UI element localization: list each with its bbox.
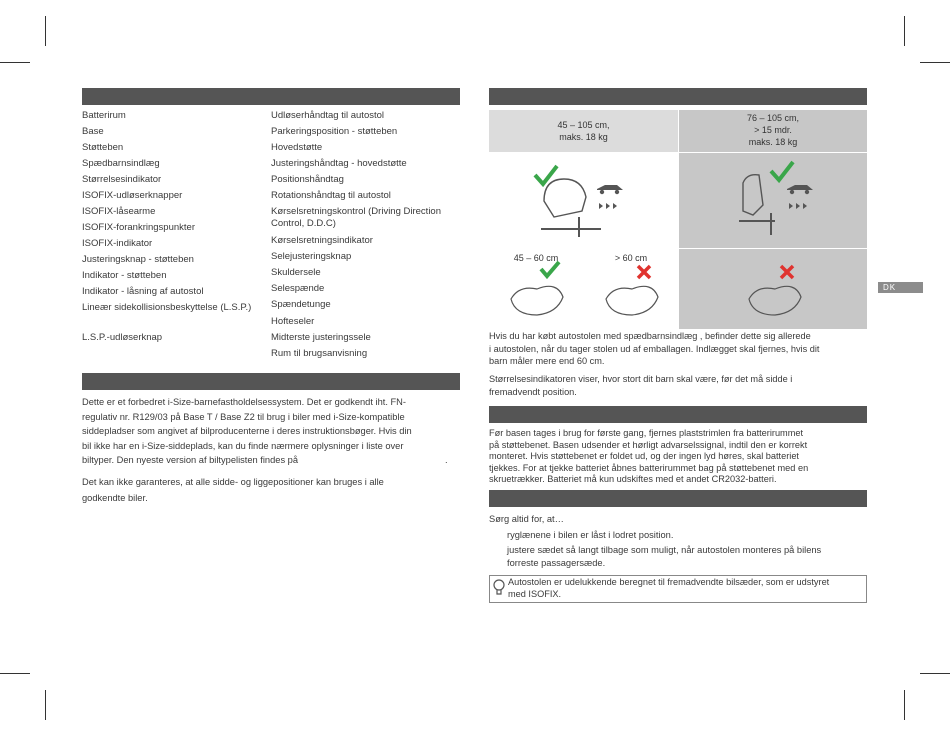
section-bar-battery — [489, 406, 867, 423]
check-icon — [771, 162, 793, 180]
cross-icon — [781, 266, 793, 278]
list-item: Batterirum — [82, 110, 126, 121]
section-bar-vehicle — [489, 490, 867, 507]
text-line: i autostolen, når du tager stolen ud af emballagen. Indlægget skal fjernes, hvis dit — [489, 343, 820, 354]
list-item: Parkeringsposition - støtteben — [271, 126, 398, 137]
list-item: ISOFIX-indikator — [82, 238, 153, 249]
table-header-cell — [679, 110, 867, 152]
tip-box — [489, 575, 867, 603]
text-line: Det kan ikke garanteres, at alle sidde- og liggepositioner kan bruges i alle — [82, 477, 384, 487]
header-line: maks. 18 kg — [559, 132, 608, 142]
approval-paragraph — [82, 395, 460, 468]
list-item: Kørselsretningskontrol (Driving Direction Control, D.D.C) — [271, 206, 441, 229]
text-line: godkendte biler. — [82, 493, 148, 503]
vehicle-bullet — [507, 544, 867, 570]
list-item: Spædbarnsindlæg — [82, 158, 160, 169]
section-bar-parts — [82, 88, 460, 105]
crop-mark — [45, 690, 46, 720]
text-line: fremadvendt position. — [489, 387, 577, 397]
text-span: . — [445, 455, 448, 465]
child-seat-icon — [544, 179, 586, 217]
list-item: Base — [82, 126, 104, 137]
list-item: Indikator - støtteben — [82, 270, 167, 281]
list-item: L.S.P.-udløserknap — [82, 332, 163, 343]
text-line: tjekkes. For at tjekke batteriet åbnes batterirummet bag på støttebenet med en — [489, 462, 809, 473]
crop-mark — [904, 690, 905, 720]
list-item: Størrelsesindikator — [82, 174, 162, 185]
child-seat-icon — [743, 175, 763, 215]
list-item: Rum til brugsanvisning — [271, 348, 368, 359]
list-item: Spændetunge — [271, 299, 331, 310]
insert-illustration — [679, 249, 867, 329]
table-sub-cell — [679, 249, 867, 329]
car-icon — [597, 185, 623, 190]
crop-mark — [45, 16, 46, 46]
infant-insert-paragraph — [489, 330, 869, 368]
text-line: Dette er et forbedret i-Size-barnefastholdelsessystem. Det er godkendt iht. FN- — [82, 397, 406, 407]
header-line: 76 – 105 cm, — [746, 113, 800, 123]
arrow-icon — [599, 203, 617, 209]
text-line: på støttebenet. Basen udsender et hørligt advarselssignal, indtil den er korrekt — [489, 439, 808, 450]
header-line: > 15 mdr. — [754, 125, 792, 135]
table-image-cell — [679, 153, 867, 248]
list-item: Lineær sidekollisionsbeskyttelse (L.S.P.) — [82, 302, 252, 313]
section-bar-usage — [489, 88, 867, 105]
table-image-cell — [489, 153, 678, 248]
crop-mark — [0, 673, 30, 674]
list-item: Hovedstøtte — [271, 142, 323, 153]
list-item: Udløserhåndtag til autostol — [271, 110, 385, 121]
text-line: Før basen tages i brug for første gang, fjernes plaststrimlen fra batterirummet — [489, 428, 804, 438]
tip-text — [508, 577, 864, 600]
list-item: Kørselsretningsindikator — [271, 235, 373, 246]
list-item: Støtteben — [82, 142, 124, 153]
list-item: Rotationshåndtag til autostol — [271, 190, 391, 201]
list-item: Selejusteringsknap — [271, 251, 352, 262]
cross-icon — [638, 266, 650, 278]
text-line — [82, 453, 460, 468]
list-item: Justeringshåndtag - hovedstøtte — [271, 158, 407, 169]
arrow-icon — [789, 203, 807, 209]
list-item: Selespænde — [271, 283, 325, 294]
text-line: siddepladser som angivet af bilproducenterne i deres instruktionsbøger. Hvis din — [82, 426, 412, 436]
approval-note — [82, 474, 460, 506]
list-item: Justeringsknap - støtteben — [82, 254, 194, 265]
list-item: Positionshåndtag — [271, 174, 344, 185]
text-line: Størrelsesindikatoren viser, hvor stort dit barn skal være, før det må sidde i — [489, 374, 793, 384]
text-line: skruetrækker. Batteriet må kun udskiftes med et andet CR2032-batteri. — [489, 474, 777, 484]
text-line: Hvis du har købt autostolen med spædbarnsindlæg , befinder dette sig allerede — [489, 331, 811, 341]
sub-label: > 60 cm — [614, 253, 648, 263]
table-header-cell — [489, 110, 678, 152]
seat-rear-illustration — [489, 153, 678, 248]
lightbulb-icon — [492, 578, 506, 596]
insert-illustration — [489, 249, 583, 329]
list-item: Midterste justeringssele — [271, 332, 371, 343]
infant-insert-icon — [511, 286, 563, 315]
vehicle-bullet: ryglænene i bilen er låst i lodret position. — [507, 530, 674, 540]
crop-mark — [920, 62, 950, 63]
table-sub-cell — [584, 249, 678, 329]
insert-illustration — [584, 249, 678, 329]
text-line: monteret. Hvis støttebenet er foldet ud, og der ingen lyd høres, skal batteriet — [489, 451, 799, 461]
list-item: Hofteseler — [271, 316, 315, 327]
section-bar-approval — [82, 373, 460, 390]
crop-mark — [0, 62, 30, 63]
text-line: forreste passagersæde. — [507, 558, 606, 568]
language-tab: DK — [878, 282, 923, 293]
list-item: ISOFIX-låsearme — [82, 206, 156, 217]
text-line: justere sædet så langt tilbage som muligt, når autostolen monteres på bilens — [507, 545, 822, 555]
list-item: ISOFIX-udløserknapper — [82, 190, 183, 201]
battery-paragraph — [489, 428, 869, 486]
sub-label: 45 – 60 cm — [513, 253, 559, 263]
infant-insert-icon — [749, 286, 801, 315]
list-item: Skuldersele — [271, 267, 321, 278]
seat-forward-illustration — [679, 153, 867, 248]
text-line: Autostolen er udelukkende beregnet til fremadvendte bilsæder, som er udstyret — [508, 577, 830, 587]
check-icon — [541, 262, 559, 276]
table-sub-cell — [489, 249, 583, 329]
text-span: biltyper. Den nyeste version af biltypelisten findes på — [82, 455, 299, 465]
text-line: bil ikke har en i-Size-siddeplads, kan du finde nærmere oplysninger i liste over — [82, 440, 404, 451]
list-item: Indikator - låsning af autostol — [82, 286, 204, 297]
car-icon — [787, 185, 813, 190]
vehicle-intro: Sørg altid for, at… — [489, 514, 564, 524]
header-line: 45 – 105 cm, — [557, 120, 610, 130]
infant-insert-icon — [606, 286, 658, 315]
text-line: med ISOFIX. — [508, 588, 562, 599]
text-line: barn måler mere end 60 cm. — [489, 356, 605, 366]
text-line: regulativ nr. R129/03 på Base T / Base Z2 til brug i biler med i-Size-kompatible — [82, 411, 405, 422]
crop-mark — [904, 16, 905, 46]
list-item: ISOFIX-forankringspunkter — [82, 222, 195, 233]
header-line: maks. 18 kg — [748, 137, 798, 147]
size-indicator-paragraph — [489, 373, 869, 399]
crop-mark — [920, 673, 950, 674]
